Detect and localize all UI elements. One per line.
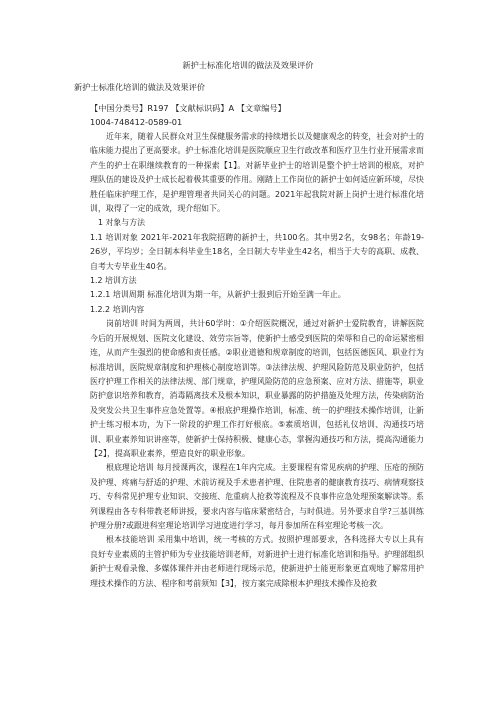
subsection-heading: 1.2 培训方法 (90, 276, 137, 286)
intro-paragraph: 近年来，随着人民群众对卫生保健服务需求的持续增长以及健康观念的转变，社会对护士的临床能力提出了更高要求。护士标准化培训是医院顺应卫生行政改革和医疗卫生行业开展需求而产生的护士在职继续教育的一种探索【1】。对新毕业护士的培训是整个护士培训的根底，对护理队伍的建设及护士成长起着极其重要的作用。刚踏上工作岗位的新护士如何适应新环境，尽快胜任临床护理工作，是护理管理者共同关心的问题。2021年起我院对新上岗护士进行标准化培训，取得了一定的成效，现介绍如下。 (90, 132, 424, 214)
paragraph-subjects: 1.1 培训对象 2021年-2021年我院招聘的新护士，共100名。其中男2名，女98名；年龄19-26岁，平均岁；全日制本科毕业生18名，全日制大专毕业生42名，相当于大专的高职、成教、自考大专毕业生40名。 (90, 232, 424, 271)
document-title: 新护士标准化培训的做法及效果评价 (182, 60, 314, 70)
paragraph-pre-job-training: 岗前培训 时间为两周，共计60学时：①介绍医院概况，通过对新护士爱院教育，讲解医院今后的开展规划、医院文化建设、效劳宗旨等，使新护士感受到医院的荣辱和自己的命运紧密相连，从而产生强烈的使命感和责任感。②职业道德和规章制度的培训，包括医德医风、职业行为标准培训，医院规章制度和护理核心制度培训等。③法律法规、护理风险防范及职业防护，包括医疗护理工作相关的法律法规、部门规章，护理风险防范的应急预案、应对方法、措施等，职业防护意识培养和教育，消毒隔离技术及根本知识，职业暴露的防护措施及处理方法，传染病防治及突发公共卫生事件应急处置等。④根底护理操作培训，标准、统一的护理技术操作培训，让新护士练习根本功，为下一阶段的护理工作打好根底。⑤素质培训，包括礼仪培训、沟通技巧培训、职业素养知识讲座等，使新护士保持积极、健康心态，掌握沟通技巧和方法，提高沟通能力【2】，提高职业素养，塑造良好的职业形象。 (90, 319, 424, 458)
article-number: 1004-748412-0589-01 (90, 117, 183, 127)
subsection-heading-content: 1.2.2 培训内容 (90, 304, 145, 314)
document-subtitle: 新护士标准化培训的做法及效果评价 (74, 82, 206, 92)
section-heading: 1 对象与方法 (98, 218, 145, 228)
paragraph-theory-training: 根底理论培训 每月授课两次，课程在1年内完成。主要课程有常见疾病的护理、压疮的预防及护理、疼痛与舒适的护理、术前访视及手术患者护理、住院患者的健康教育技巧、病情观察技巧、专科常见护理专业知识、交接班、危重病人抢救等流程及不良事件应急处理预案解读等。系列课程由各专科带教老师讲授，要求内容与临床紧密结合，与时俱进。另外要求自学?三基训练护理分册?或跟进科室理论培训学习进度进行学习，每月参加所在科室理论考核一次。 (90, 463, 424, 530)
paragraph-skills-training: 根本技能培训 采用集中培训，统一考核的方式。按照护理部要求，各科选择大专以上具有良好专业素质的主管护师为专业技能培训老师，对新进护士进行标准化培训和指导。护理部组织新护士观看录像、多媒体课件并由老师进行现场示范，使新进护士能更形象更直观地了解常用护理技术操作的方法、程序和考前须知【3】，按方案完成除根本护理技术操作及抢救 (90, 535, 424, 588)
classification-line: 【中国分类号】R197 【文献标识码】A 【文章编号】 (90, 103, 286, 113)
document-body (90, 130, 424, 591)
paragraph-cycle: 1.2.1 培训周期 标准化培训为期一年，从新护士报到后开始至满一年止。 (90, 290, 346, 300)
